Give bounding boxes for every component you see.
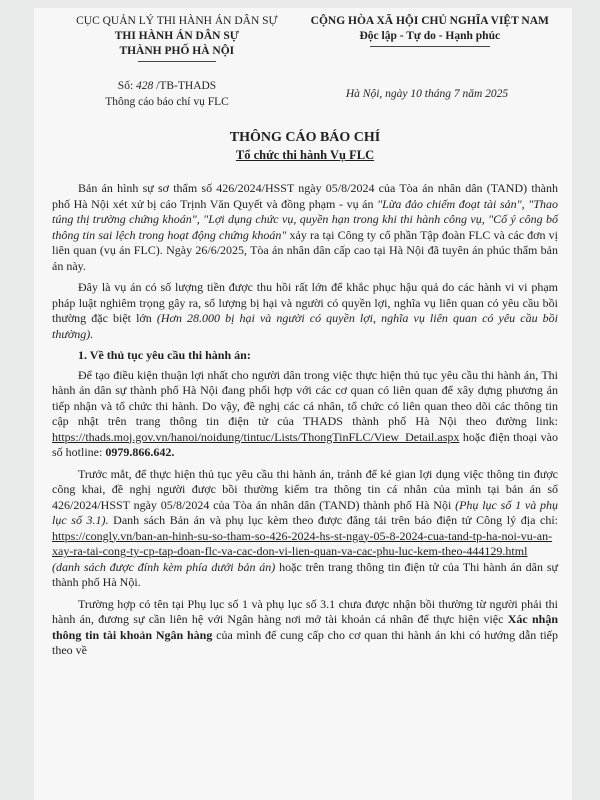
document-subject: Thông cáo báo chí vụ FLC — [105, 96, 229, 108]
agency-city: THÀNH PHỐ HÀ NỘI — [119, 45, 235, 57]
paragraph-3: Để tạo điều kiện thuận lợi nhất cho người dân trong việc thực hiện thủ tục yêu cầu thi hành án, Thi hành án dân sự thành phố Hà Nội đang phối hợp với các cơ quan có liên quan để xây dựng phương án tiếp nhận và tổ chức thi hành. Do vậy, đề nghị các cá nhân, tổ chức có liên quan theo dõi các thông tin cập nhật trên trang thông tin điện tử của THADS thành phố Hà Nội theo đường link: https://thads.moj.gov.vn/hanoi/noidung/tintuc/Lists/ThongTinFLC/View_Detail.aspx hoặc điện thoại vào số hotline: 0979.866.642. — [52, 367, 558, 459]
paragraph-2: Đây là vụ án có số lượng tiền được thu hồi rất lớn để khắc phục hậu quả do các hành vi vi phạm pháp luật nghiêm trọng gây ra, số lượng bị hại và người có quyền lợi, nghĩa vụ liên quan có yêu cầu bồi thường đặc biệt lớn (Hơn 28.000 bị hại và người có quyền lợi, nghĩa vụ liên quan có yêu cầu bồi thường). — [52, 280, 558, 341]
country-name: CỘNG HÒA XÃ HỘI CHỦ NGHĨA VIỆT NAM — [310, 15, 549, 27]
hotline-number: 0979.866.642. — [105, 445, 175, 459]
agency-underline — [138, 61, 216, 62]
issuing-agency — [52, 14, 302, 62]
paragraph-1: Bản án hình sự sơ thẩm số 426/2024/HSST ngày 05/8/2024 của Tòa án nhân dân (TAND) thành phố Hà Nội xét xử bị cáo Trịnh Văn Quyết và đồng phạm - vụ án "Lừa đảo chiếm đoạt tài sản", "Thao túng thị trường chứng khoán", "Lợi dụng chức vụ, quyền hạn trong khi thi hành công vụ, "Cố ý công bố thông tin sai lệch trong hoạt động chứng khoán" xảy ra tại Công ty cổ phần Tập đoàn FLC và các đơn vị liên quan (vụ án FLC). Ngày 26/6/2025, Tòa án nhân dân cấp cao tại Hà Nội đã tuyên án phúc thẩm bản án này. — [52, 181, 558, 273]
paragraph-4: Trước mắt, để thực hiện thủ tục yêu cầu thi hành án, tránh để kẻ gian lợi dụng việc thông tin được công khai, đề nghị người được bồi thường kiểm tra thông tin cá nhân của mình tại bản án số 426/2024/HSST ngày 05/8/2024 của Tòa án nhân dân (TAND) thành phố Hà Nội (Phụ lục số 1 và phụ lục số 3.1). Danh sách Bản án và phụ lục kèm theo được đăng tải trên báo điện tử Công lý địa chỉ: https://congly.vn/ban-an-hinh-su-so-tham-so-426-2024-hs-st-ngay-05-8-2024-cua-tand-tp-ha-noi-vu-an-xay-ra-tai-cong-ty-cp-tap-doan-flc-va-cac-don-vi-lien-quan-va-cac-phu-luc-kem-theo-444129.html (danh sách được đính kèm phía dưới bản án) hoặc trên trang thông tin điện tử của Thi hành án dân sự thành phố Hà Nội. — [52, 466, 559, 589]
motto: Độc lập - Tự do - Hạnh phúc — [359, 30, 501, 42]
document-title: THÔNG CÁO BÁO CHÍ — [229, 130, 381, 145]
paragraph-5: Trường hợp có tên tại Phụ lục số 1 và phụ lục số 3.1 chưa được nhận bồi thường từ người phải thi hành án, đương sự cần liên hệ với Ngân hàng nơi mở tài khoản cá nhân để thực hiện việc Xác nhận thông tin tài khoản Ngân hàng của mình để cung cấp cho cơ quan thi hành án khi có hướng dẫn tiếp theo về — [52, 596, 558, 657]
thads-link[interactable]: https://thads.moj.gov.vn/hanoi/noidung/tintuc/Lists/ThongTinFLC/View_Detail.aspx — [52, 429, 460, 444]
agency-parent: CỤC QUẢN LÝ THI HÀNH ÁN DÂN SỰ — [76, 15, 278, 27]
document-body — [52, 181, 558, 659]
document-page — [34, 8, 572, 800]
document-header — [52, 14, 558, 62]
motto-underline — [370, 46, 490, 47]
national-motto — [302, 14, 558, 62]
congly-link[interactable]: https://congly.vn/ban-an-hinh-su-so-tham-so-426-2024-hs-st-ngay-05-8-2024-cua-tand-tp-ha-noi-vu-an-xay-ra-tai-cong-ty-cp-tap-doan-flc-va-cac-don-vi-lien-quan-va-cac-phu-luc-kem-theo-444129.html — [52, 528, 553, 558]
document-number: Số: 428 /TB-THADS — [117, 80, 217, 92]
document-reference — [52, 78, 282, 110]
document-subtitle: Tổ chức thi hành Vụ FLC — [235, 148, 375, 162]
section-heading-1: 1. Về thủ tục yêu cầu thi hành án: — [78, 348, 251, 362]
agency-name: THI HÀNH ÁN DÂN SỰ — [114, 30, 239, 42]
document-date: Hà Nội, ngày 10 tháng 7 năm 2025 — [345, 88, 509, 100]
document-meta — [52, 78, 558, 110]
